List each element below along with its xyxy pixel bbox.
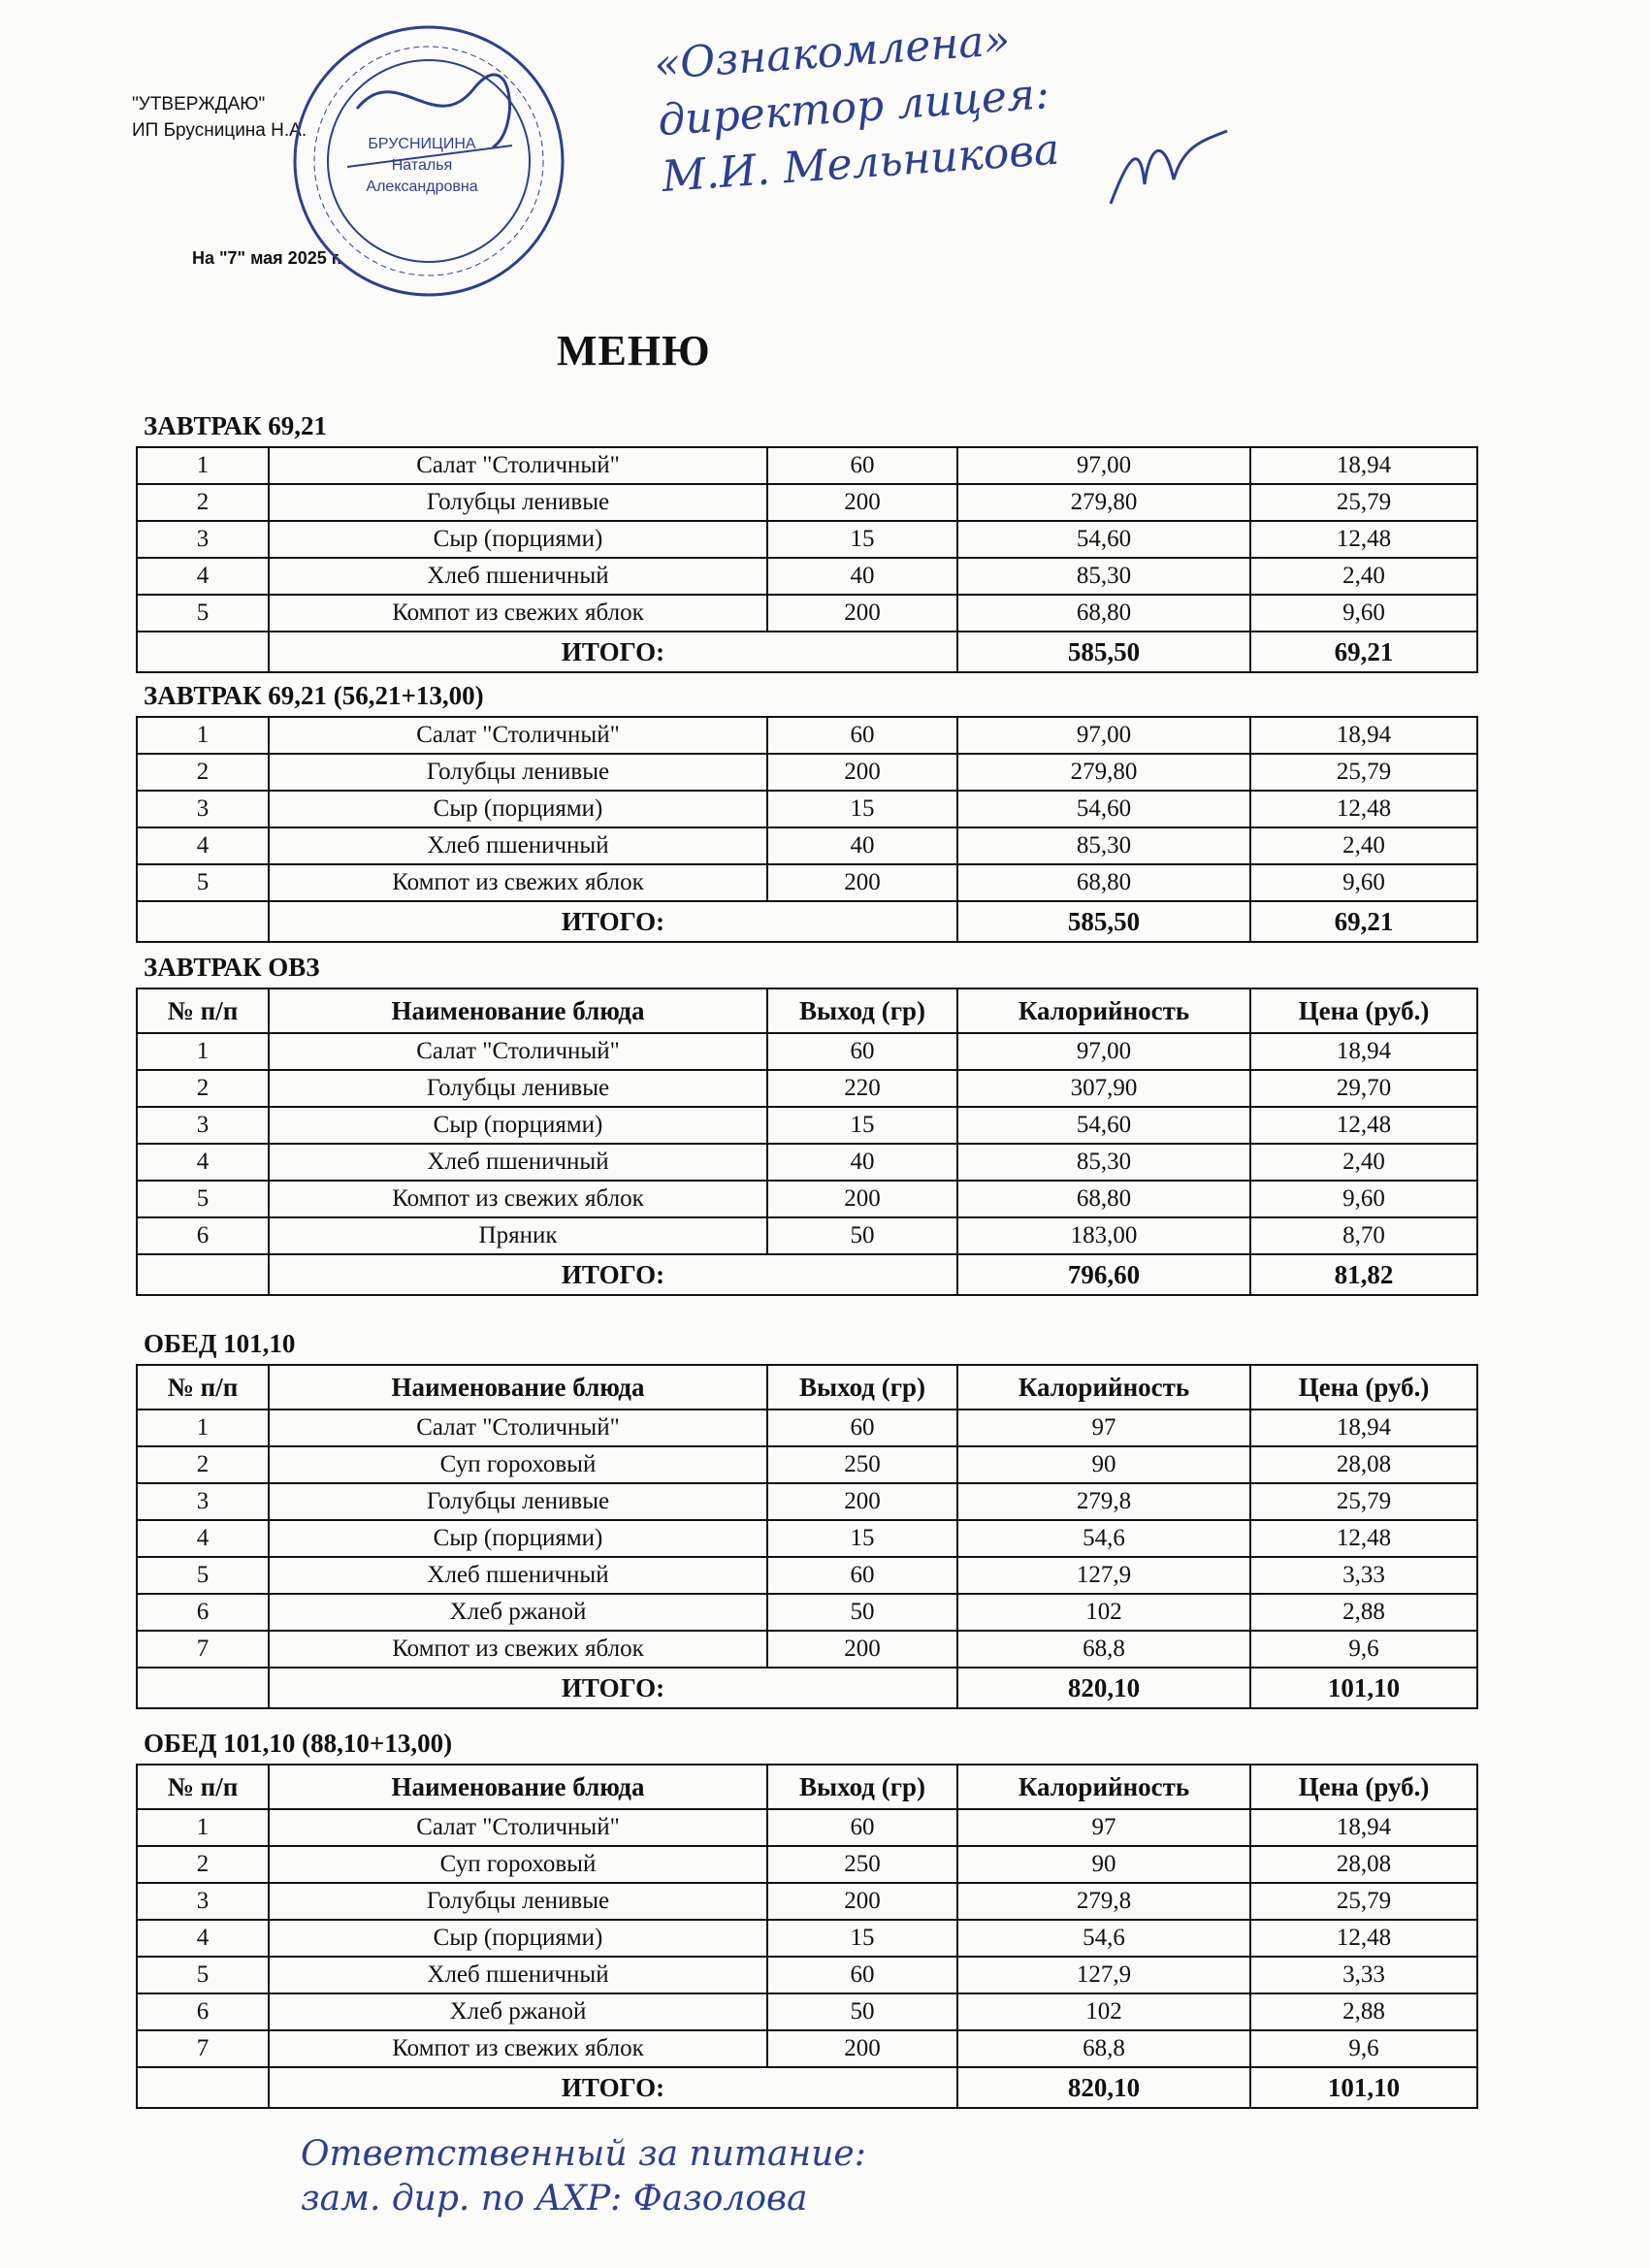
table-header-row [137,988,1477,1033]
dish-name: Компот из свежих яблок [269,2030,767,2067]
dish-name: Сыр (порциями) [269,1920,767,1957]
total-empty-cell [137,632,269,672]
dish-name: Компот из свежих яблок [269,1631,767,1668]
dish-name: Пряник [269,1217,767,1254]
dish-calories: 54,60 [957,1107,1250,1144]
dish-name: Хлеб ржаной [269,1594,767,1631]
table-row [137,1520,1477,1557]
total-row [137,632,1477,672]
dish-calories: 127,9 [957,1557,1250,1594]
dish-yield: 200 [767,1181,957,1217]
dish-price: 9,6 [1250,2030,1477,2067]
total-price: 101,10 [1250,1668,1477,1708]
dish-name: Голубцы ленивые [269,484,767,521]
total-price: 81,82 [1250,1254,1477,1295]
dish-yield: 50 [767,1993,957,2030]
total-calories: 820,10 [957,2067,1250,2108]
table-header-row [137,1365,1477,1409]
table-row [137,1594,1477,1631]
table-row [137,1033,1477,1070]
item-number: 2 [137,1846,269,1883]
item-number: 1 [137,717,269,754]
menu-table [136,716,1478,943]
item-number: 2 [137,754,269,791]
dish-yield: 200 [767,1883,957,1920]
menu-table [136,1764,1478,2109]
dish-yield: 200 [767,1631,957,1668]
total-calories: 585,50 [957,901,1250,942]
dish-price: 12,48 [1250,1107,1477,1144]
section-title: ЗАВТРАК 69,21 [144,411,328,440]
dish-calories: 97 [957,1809,1250,1846]
dish-price: 2,40 [1250,1144,1477,1181]
dish-calories: 279,80 [957,754,1250,791]
table-row [137,595,1477,632]
item-number: 7 [137,1631,269,1668]
dish-price: 29,70 [1250,1070,1477,1107]
table-row [137,1883,1477,1920]
dish-price: 2,88 [1250,1993,1477,2030]
item-number: 1 [137,1409,269,1446]
dish-yield: 60 [767,1557,957,1594]
dish-calories: 68,80 [957,864,1250,901]
item-number: 5 [137,1557,269,1594]
item-number: 2 [137,1446,269,1483]
dish-name: Сыр (порциями) [269,791,767,827]
approval-block [132,91,307,144]
dish-name: Голубцы ленивые [269,1070,767,1107]
item-number: 5 [137,1181,269,1217]
dish-calories: 68,8 [957,2030,1250,2067]
dish-price: 3,33 [1250,1957,1477,1993]
item-number: 3 [137,521,269,558]
table-row [137,1920,1477,1957]
table-row [137,864,1477,901]
dish-name: Компот из свежих яблок [269,1181,767,1217]
dish-yield: 15 [767,521,957,558]
item-number: 4 [137,1520,269,1557]
table-row [137,1217,1477,1254]
dish-name: Сыр (порциями) [269,521,767,558]
dish-price: 2,40 [1250,827,1477,864]
dish-name: Хлеб пшеничный [269,827,767,864]
signature [1106,126,1232,213]
dish-yield: 40 [767,827,957,864]
section-title: ЗАВТРАК 69,21 (56,21+13,00) [144,681,484,710]
total-label: ИТОГО: [269,901,957,942]
dish-price: 25,79 [1250,754,1477,791]
item-number: 1 [137,447,269,484]
dish-name: Салат "Столичный" [269,1809,767,1846]
dish-calories: 90 [957,1446,1250,1483]
item-number: 2 [137,484,269,521]
total-price: 69,21 [1250,632,1477,672]
dish-name: Хлеб пшеничный [269,1957,767,1993]
column-header: Цена (руб.) [1250,1365,1477,1409]
footer-note-line: Ответственный за питание: [301,2134,866,2174]
dish-price: 9,6 [1250,1631,1477,1668]
item-number: 1 [137,1809,269,1846]
dish-price: 3,33 [1250,1557,1477,1594]
dish-calories: 279,8 [957,1883,1250,1920]
total-calories: 585,50 [957,632,1250,672]
dish-price: 18,94 [1250,447,1477,484]
dish-calories: 183,00 [957,1217,1250,1254]
dish-yield: 200 [767,484,957,521]
item-number: 4 [137,1920,269,1957]
dish-calories: 68,8 [957,1631,1250,1668]
dish-calories: 68,80 [957,595,1250,632]
table-row [137,1957,1477,1993]
section-title: ЗАВТРАК ОВЗ [144,953,320,982]
table-header-row [137,1765,1477,1809]
dish-calories: 54,6 [957,1920,1250,1957]
dish-price: 12,48 [1250,791,1477,827]
menu-table [136,988,1478,1296]
total-empty-cell [137,901,269,942]
dish-price: 12,48 [1250,1920,1477,1957]
table-row [137,1809,1477,1846]
column-header: Калорийность [957,988,1250,1033]
item-number: 4 [137,558,269,595]
column-header: Наименование блюда [269,988,767,1033]
item-number: 6 [137,1594,269,1631]
total-row [137,901,1477,942]
table-row [137,1409,1477,1446]
handwritten-acknowledgement [652,10,1061,206]
item-number: 3 [137,1107,269,1144]
column-header: Выход (гр) [767,1365,957,1409]
handwritten-footer-note [301,2132,866,2221]
total-calories: 820,10 [957,1668,1250,1708]
column-header: Выход (гр) [767,1765,957,1809]
table-row [137,1107,1477,1144]
dish-calories: 97,00 [957,1033,1250,1070]
table-row [137,1446,1477,1483]
dish-yield: 40 [767,558,957,595]
dish-name: Суп гороховый [269,1846,767,1883]
column-header: Цена (руб.) [1250,988,1477,1033]
dish-yield: 60 [767,1409,957,1446]
dish-calories: 68,80 [957,1181,1250,1217]
dish-name: Салат "Столичный" [269,717,767,754]
stamp-line: Наталья [391,157,453,174]
handnote-line: М.И. Мельникова [660,124,1061,203]
table-row [137,754,1477,791]
dish-calories: 102 [957,1594,1250,1631]
column-header: № п/п [137,1365,269,1409]
dish-calories: 307,90 [957,1070,1250,1107]
dish-price: 18,94 [1250,1033,1477,1070]
handnote-line: «Ознакомлена» [652,15,1012,90]
dish-calories: 54,6 [957,1520,1250,1557]
menu-table [136,446,1478,673]
dish-yield: 60 [767,1957,957,1993]
total-label: ИТОГО: [269,2067,957,2108]
item-number: 7 [137,2030,269,2067]
total-calories: 796,60 [957,1254,1250,1295]
dish-yield: 40 [767,1144,957,1181]
approval-date: На "7" мая 2025 г. [192,248,342,268]
total-price: 101,10 [1250,2067,1477,2108]
dish-yield: 60 [767,1809,957,1846]
table-row [137,484,1477,521]
stamp-line: БРУСНИЦИНА [368,136,476,152]
dish-calories: 279,80 [957,484,1250,521]
total-row [137,1668,1477,1708]
dish-price: 12,48 [1250,1520,1477,1557]
dish-name: Хлеб пшеничный [269,1557,767,1594]
item-number: 6 [137,1217,269,1254]
column-header: Калорийность [957,1765,1250,1809]
dish-calories: 97,00 [957,447,1250,484]
dish-price: 18,94 [1250,1409,1477,1446]
section-title: ОБЕД 101,10 (88,10+13,00) [144,1729,453,1758]
column-header: Калорийность [957,1365,1250,1409]
table-row [137,1483,1477,1520]
dish-yield: 220 [767,1070,957,1107]
dish-name: Компот из свежих яблок [269,595,767,632]
table-row [137,1070,1477,1107]
dish-calories: 102 [957,1993,1250,2030]
dish-price: 18,94 [1250,1809,1477,1846]
dish-name: Салат "Столичный" [269,1033,767,1070]
approval-title: "УТВЕРЖДАЮ" [132,94,266,114]
column-header: № п/п [137,988,269,1033]
dish-calories: 85,30 [957,1144,1250,1181]
total-label: ИТОГО: [269,1254,957,1295]
item-number: 2 [137,1070,269,1107]
handnote-line: директор лицея: [656,69,1051,146]
item-number: 3 [137,1883,269,1920]
page-title: МЕНЮ [557,327,711,374]
dish-name: Сыр (порциями) [269,1107,767,1144]
table-row [137,1846,1477,1883]
table-row [137,1181,1477,1217]
dish-calories: 127,9 [957,1957,1250,1993]
dish-yield: 60 [767,447,957,484]
dish-price: 2,88 [1250,1594,1477,1631]
dish-yield: 250 [767,1446,957,1483]
dish-calories: 54,60 [957,791,1250,827]
table-row [137,558,1477,595]
column-header: № п/п [137,1765,269,1809]
dish-price: 8,70 [1250,1217,1477,1254]
dish-yield: 50 [767,1217,957,1254]
dish-price: 25,79 [1250,1483,1477,1520]
total-row [137,1254,1477,1295]
dish-yield: 15 [767,1107,957,1144]
dish-yield: 50 [767,1594,957,1631]
item-number: 3 [137,1483,269,1520]
dish-yield: 200 [767,754,957,791]
total-empty-cell [137,2067,269,2108]
dish-price: 12,48 [1250,521,1477,558]
dish-yield: 200 [767,2030,957,2067]
dish-price: 28,08 [1250,1446,1477,1483]
item-number: 1 [137,1033,269,1070]
total-label: ИТОГО: [269,632,957,672]
item-number: 5 [137,864,269,901]
total-row [137,2067,1477,2108]
menu-table [136,1364,1478,1709]
section-title: ОБЕД 101,10 [144,1329,296,1358]
item-number: 3 [137,791,269,827]
dish-price: 18,94 [1250,717,1477,754]
table-row [137,827,1477,864]
dish-price: 28,08 [1250,1846,1477,1883]
dish-yield: 200 [767,864,957,901]
dish-yield: 60 [767,1033,957,1070]
item-number: 4 [137,1144,269,1181]
approval-name: ИП Брусницина Н.А. [132,120,307,141]
dish-price: 25,79 [1250,1883,1477,1920]
total-price: 69,21 [1250,901,1477,942]
dish-price: 25,79 [1250,484,1477,521]
dish-calories: 97,00 [957,717,1250,754]
dish-yield: 15 [767,1920,957,1957]
table-row [137,521,1477,558]
table-row [137,1993,1477,2030]
dish-yield: 200 [767,595,957,632]
dish-name: Салат "Столичный" [269,447,767,484]
total-empty-cell [137,1254,269,1295]
item-number: 6 [137,1993,269,2030]
dish-calories: 97 [957,1409,1250,1446]
table-row [137,447,1477,484]
dish-name: Салат "Столичный" [269,1409,767,1446]
column-header: Цена (руб.) [1250,1765,1477,1809]
table-row [137,791,1477,827]
dish-price: 9,60 [1250,864,1477,901]
dish-price: 9,60 [1250,595,1477,632]
dish-yield: 250 [767,1846,957,1883]
dish-name: Суп гороховый [269,1446,767,1483]
item-number: 5 [137,1957,269,1993]
dish-name: Голубцы ленивые [269,1883,767,1920]
dish-price: 2,40 [1250,558,1477,595]
dish-calories: 279,8 [957,1483,1250,1520]
dish-calories: 90 [957,1846,1250,1883]
dish-name: Голубцы ленивые [269,754,767,791]
dish-calories: 54,60 [957,521,1250,558]
column-header: Наименование блюда [269,1765,767,1809]
stamp-text [349,134,495,198]
dish-name: Хлеб пшеничный [269,558,767,595]
item-number: 4 [137,827,269,864]
table-row [137,1631,1477,1668]
dish-name: Сыр (порциями) [269,1520,767,1557]
dish-name: Хлеб ржаной [269,1993,767,2030]
dish-yield: 200 [767,1483,957,1520]
total-label: ИТОГО: [269,1668,957,1708]
table-row [137,1144,1477,1181]
dish-name: Хлеб пшеничный [269,1144,767,1181]
dish-calories: 85,30 [957,558,1250,595]
table-row [137,2030,1477,2067]
table-row [137,717,1477,754]
dish-yield: 15 [767,1520,957,1557]
table-row [137,1557,1477,1594]
footer-note-line: зам. дир. по АХР: Фазолова [301,2179,808,2219]
column-header: Выход (гр) [767,988,957,1033]
dish-name: Голубцы ленивые [269,1483,767,1520]
column-header: Наименование блюда [269,1365,767,1409]
dish-name: Компот из свежих яблок [269,864,767,901]
stamp-line: Александровна [366,178,478,195]
item-number: 5 [137,595,269,632]
dish-calories: 85,30 [957,827,1250,864]
dish-price: 9,60 [1250,1181,1477,1217]
dish-yield: 15 [767,791,957,827]
dish-yield: 60 [767,717,957,754]
total-empty-cell [137,1668,269,1708]
